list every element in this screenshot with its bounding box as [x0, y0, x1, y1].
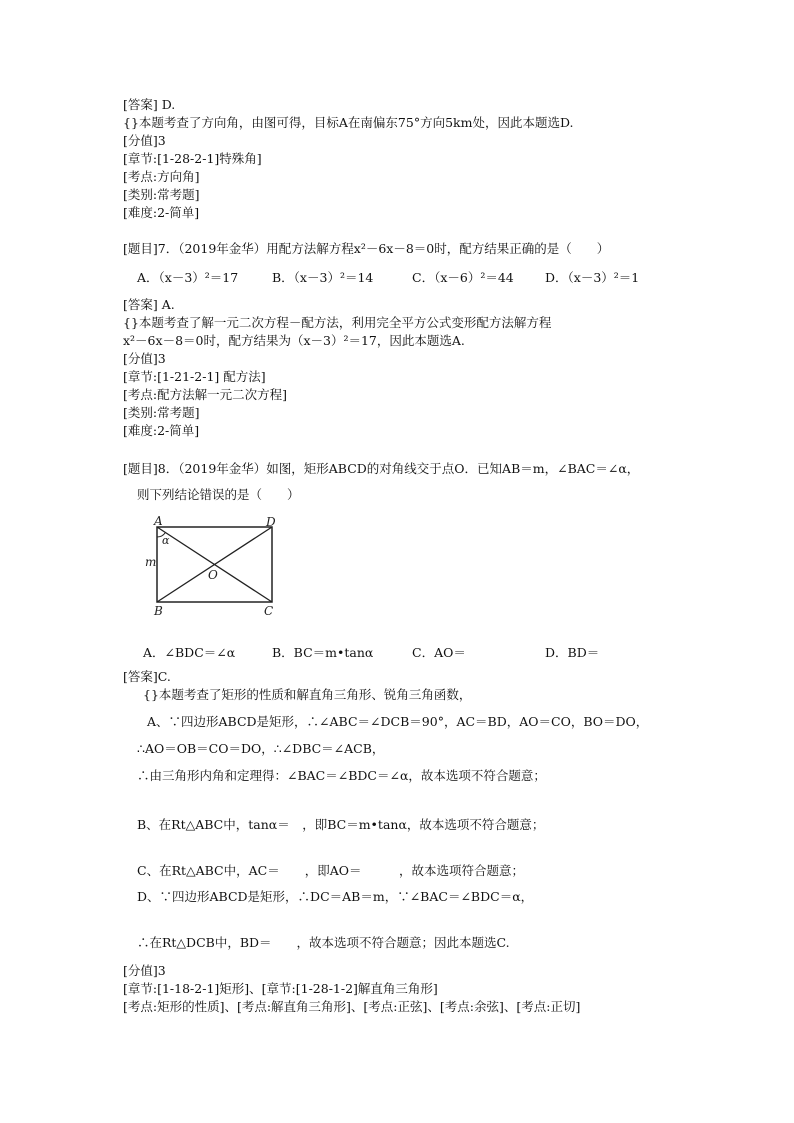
q8-explanation-line-2: A、∵四边形ABCD是矩形，∴∠ABC＝∠DCB＝90°，AC＝BD，AO＝CO，BO＝DO，: [147, 714, 649, 729]
q8-explanation-line-3: ∴AO＝OB＝CO＝DO，∴∠DBC＝∠ACB，: [137, 741, 385, 756]
rectangle-abcd-figure: [140, 512, 290, 616]
angle-alpha-label: α: [162, 534, 170, 547]
q7-chapter: [章节:[1-21-2-1] 配方法]: [123, 369, 266, 384]
q8-option-b: B．BC＝m•tanα: [272, 645, 374, 660]
q8-question-line-1: [题目]8．（2019年金华）如图，矩形ABCD的对角线交于点O．已知AB＝m，∠BAC＝∠α，: [123, 461, 640, 476]
vertex-c-label: C: [264, 604, 274, 616]
vertex-d-label: D: [266, 515, 276, 529]
q8-explanation-line-6: C、在Rt△ABC中，AC＝ ，即AO＝ ，故本选项符合题意；: [137, 863, 524, 878]
vertex-b-label: B: [154, 604, 163, 616]
q8-option-d: D．BD＝: [545, 645, 600, 660]
q6-answer: [答案] D.: [123, 97, 176, 112]
q6-score: [分值]3: [123, 133, 166, 148]
q8-explanation-line-7: D、∵四边形ABCD是矩形，∴DC＝AB＝m，∵∠BAC＝∠BDC＝α，: [137, 889, 534, 904]
q7-answer: [答案] A.: [123, 297, 175, 312]
q7-score: [分值]3: [123, 351, 166, 366]
q7-category: [类别:常考题]: [123, 405, 200, 420]
q8-points: [考点:矩形的性质]、[考点:解直角三角形]、[考点:正弦]、[考点:余弦]、[考点:正切]: [123, 999, 581, 1014]
q7-option-d: D．（x－3）²＝1: [545, 270, 640, 285]
q7-explanation-2: x²－6x－8＝0时，配方结果为（x－3）²＝17，因此本题选A.: [123, 333, 465, 348]
side-m-label: m: [145, 555, 157, 569]
q7-option-c: C．（x－6）²＝44: [412, 270, 514, 285]
q7-difficulty: [难度:2-简单]: [123, 423, 200, 438]
q6-difficulty: [难度:2-简单]: [123, 205, 200, 220]
q8-option-a: A．∠BDC＝∠α: [143, 645, 236, 660]
q8-question-line-2: 则下列结论错误的是（ ）: [137, 487, 300, 502]
q7-question: [题目]7．（2019年金华）用配方法解方程x²－6x－8＝0时，配方结果正确的是（ ）: [123, 241, 610, 256]
q8-option-c: C．AO＝: [412, 645, 466, 660]
q8-explanation-line-4: ∴由三角形内角和定理得：∠BAC＝∠BDC＝∠α，故本选项不符合题意；: [137, 768, 546, 783]
q7-option-b: B．（x－3）²＝14: [272, 270, 374, 285]
vertex-a-label: A: [154, 514, 163, 528]
q8-explanation-line-1: {}本题考查了矩形的性质和解直角三角形、锐角三角函数，: [143, 687, 472, 702]
center-o-label: O: [208, 568, 218, 582]
q6-category: [类别:常考题]: [123, 187, 200, 202]
q6-point: [考点:方向角]: [123, 169, 200, 184]
q8-answer: [答案]C.: [123, 669, 171, 684]
q6-chapter: [章节:[1-28-2-1]特殊角]: [123, 151, 262, 166]
q8-chapter: [章节:[1-18-2-1]矩形]、[章节:[1-28-1-2]解直角三角形]: [123, 981, 438, 996]
q7-option-a: A．（x－3）²＝17: [137, 270, 239, 285]
q8-explanation-line-5: B、在Rt△ABC中，tanα＝ ，即BC＝m•tanα，故本选项不符合题意；: [137, 817, 545, 832]
q7-point: [考点:配方法解一元二次方程]: [123, 387, 287, 402]
q8-score: [分值]3: [123, 963, 166, 978]
q8-explanation-line-8: ∴在Rt△DCB中，BD＝ ，故本选项不符合题意；因此本题选C.: [137, 935, 510, 950]
q7-explanation-1: {}本题考查了解一元二次方程－配方法，利用完全平方公式变形配方法解方程: [123, 315, 552, 330]
q6-explanation: {}本题考查了方向角，由图可得，目标A在南偏东75°方向5km处，因此本题选D.: [123, 115, 574, 130]
